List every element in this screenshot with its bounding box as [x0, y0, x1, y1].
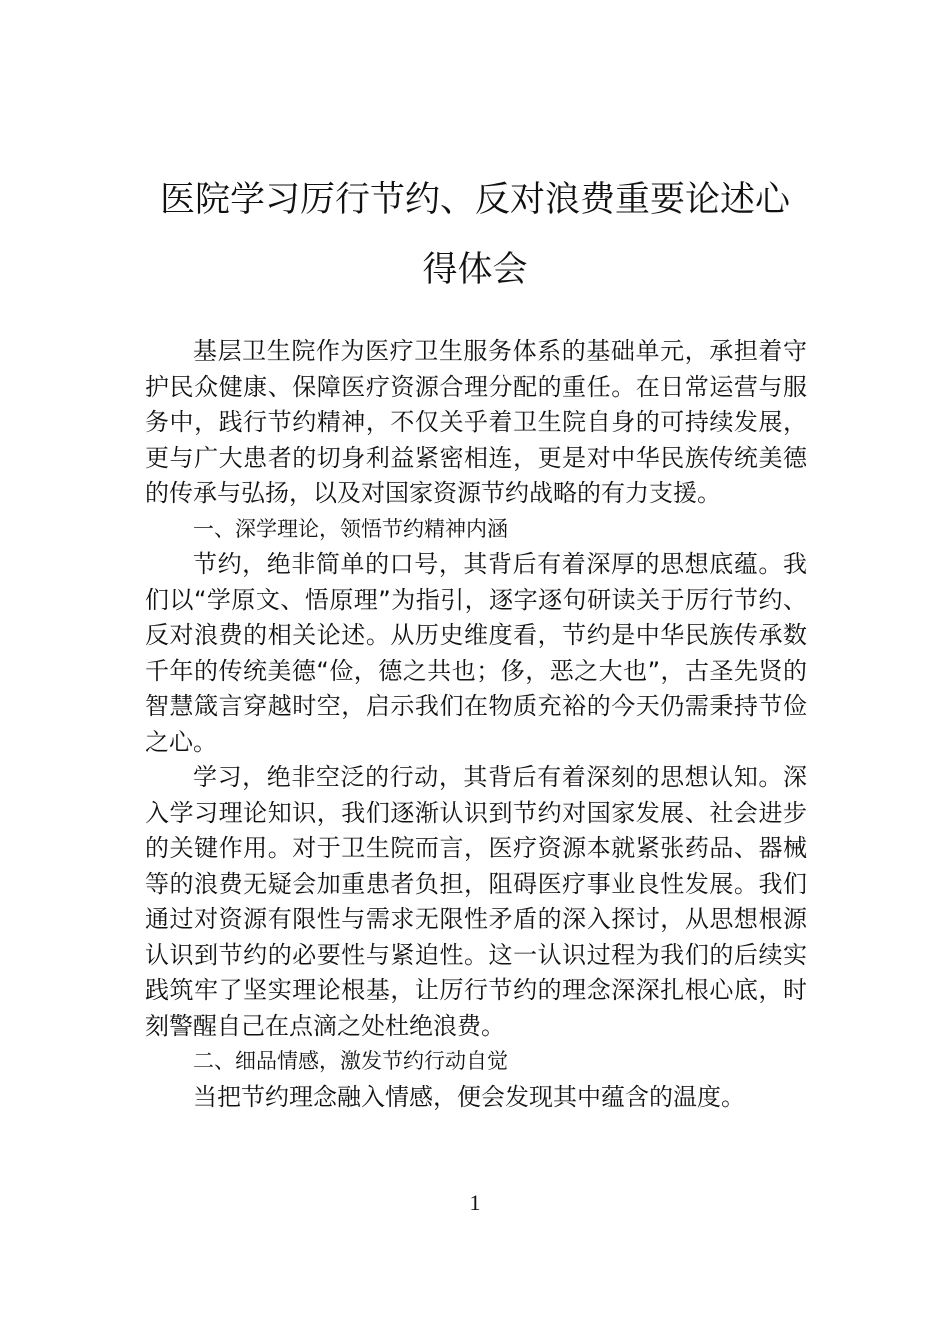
body-paragraph: 节约，绝非简单的口号，其背后有着深厚的思想底蕴。我们以“学原文、悟原理”为指引，逐字逐句研读关于厉行节约、反对浪费的相关论述。从历史维度看，节约是中华民族传承数千年的传统美德“俭，德之共也；侈，恶之大也”，古圣先贤的智慧箴言穿越时空，启示我们在物质充裕的今天仍需秉持节俭之心。 [145, 550, 807, 756]
body-paragraph: 学习，绝非空泛的行动，其背后有着深刻的思想认知。深入学习理论知识，我们逐渐认识到节约对国家发展、社会进步的关键作用。对于卫生院而言，医疗资源本就紧张药品、器械等的浪费无疑会加重患者负担，阻碍医疗事业良性发展。我们通过对资源有限性与需求无限性矛盾的深入探讨，从思想根源认识到节约的必要性与紧迫性。这一认识过程为我们的后续实践筑牢了坚实理论根基，让厉行节约的理念深深扎根心底，时刻警醒自己在点滴之处杜绝浪费。 [145, 763, 807, 1040]
title-line-2: 得体会 [422, 250, 528, 290]
section-heading-2: 二、细品情感，激发节约行动自觉 [193, 1049, 508, 1073]
section-heading-1: 一、深学理论，领悟节约精神内涵 [193, 516, 508, 541]
title-line-1: 医院学习厉行节约、反对浪费重要论述心 [159, 180, 790, 220]
body-paragraph: 基层卫生院作为医疗卫生服务体系的基础单元，承担着守护民众健康、保障医疗资源合理分配的重任。在日常运营与服务中，践行节约精神，不仅关乎着卫生院自身的可持续发展，更与广大患者的切身利益紧密相连，更是对中华民族传统美德的传承与弘扬，以及对国家资源节约战略的有力支援。 [145, 337, 807, 507]
body-paragraph: 当把节约理念融入情感，便会发现其中蕴含的温度。 [193, 1082, 745, 1111]
document-body [145, 334, 807, 1115]
page-number: 1 [469, 1190, 481, 1215]
document-title [120, 165, 830, 305]
